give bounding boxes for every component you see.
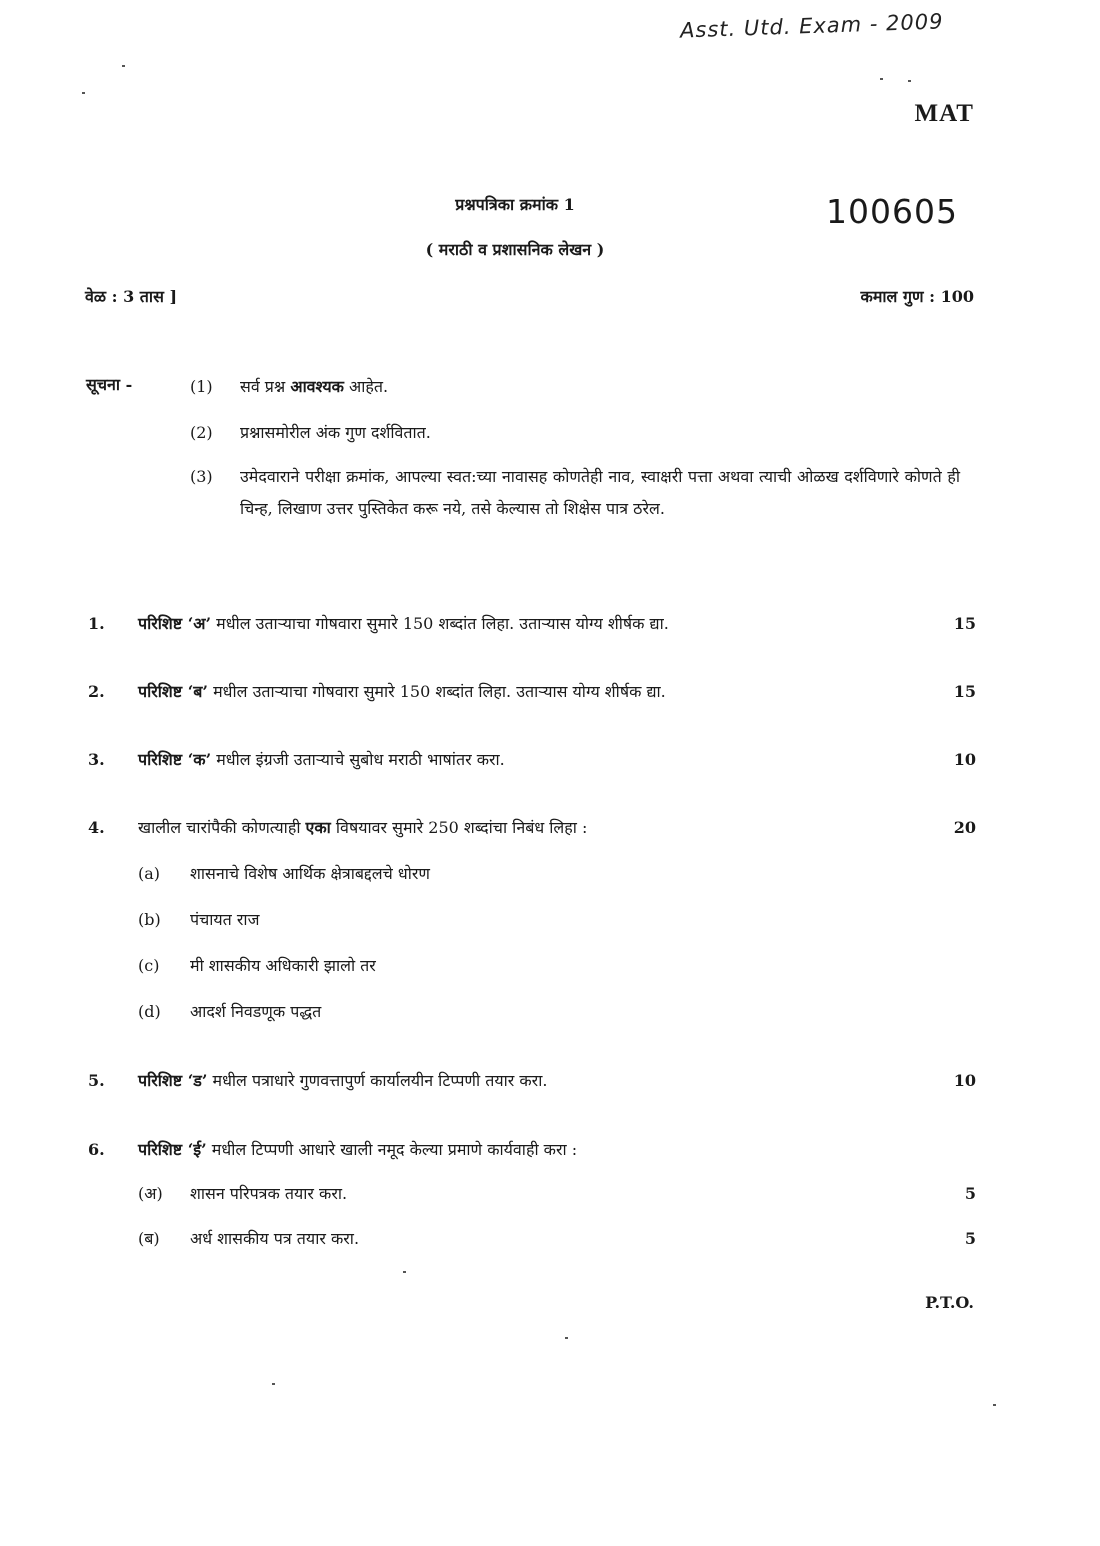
- question-text: खालील चारांपैकी कोणत्याही एका विषयावर सुमारे 250 शब्दांचा निबंध लिहा :: [138, 818, 588, 837]
- q4-option: [138, 862, 976, 884]
- scan-speck: [880, 78, 883, 80]
- scan-speck: [565, 1337, 568, 1339]
- option-text: मी शासकीय अधिकारी झालो तर: [190, 956, 376, 975]
- instruction-text: सर्व प्रश्न आवश्यक आहेत.: [240, 377, 389, 396]
- question-number: 3.: [88, 750, 105, 769]
- instruction-item: [190, 371, 960, 403]
- scan-speck: [82, 92, 85, 94]
- instruction-number: (3): [190, 467, 213, 486]
- question-text: परिशिष्ट ‘ई’ मधील टिप्पणी आधारे खाली नमूद केल्या प्रमाणे कार्यवाही करा :: [138, 1140, 578, 1159]
- q6-part: [138, 1227, 976, 1249]
- q4-option: [138, 954, 976, 976]
- question-text: परिशिष्ट ‘अ’ मधील उताऱ्याचा गोषवारा सुमारे 150 शब्दांत लिहा. उताऱ्यास योग्य शीर्षक द्या.: [138, 614, 669, 633]
- question-number: 5.: [88, 1071, 105, 1090]
- question-1: [88, 612, 976, 634]
- scan-speck: [403, 1271, 406, 1273]
- instruction-text: उमेदवाराने परीक्षा क्रमांक, आपल्या स्वत:च्या नावासह कोणतेही नाव, स्वाक्षरी पत्ता अथवा त्याची ओळख दर्शविणारे कोणते ही चिन्ह, लिखाण उत्तर पुस्तिकेत करू नये, तसे केल्यास तो शिक्षेस पात्र ठरेल.: [240, 467, 960, 518]
- question-marks: 10: [953, 1071, 976, 1090]
- max-marks: कमाल गुण : 100: [860, 287, 974, 306]
- scan-speck: [272, 1383, 275, 1385]
- q4-option: [138, 908, 976, 930]
- option-text: शासनाचे विशेष आर्थिक क्षेत्राबद्दलचे धोरण: [190, 864, 430, 883]
- pto-label: P.T.O.: [925, 1293, 974, 1312]
- question-2: [88, 680, 976, 702]
- scan-speck: [993, 1404, 996, 1406]
- question-3: [88, 748, 976, 770]
- instruction-item: [190, 417, 960, 449]
- question-marks: 10: [953, 750, 976, 769]
- option-label: (a): [138, 864, 161, 883]
- instruction-text: प्रश्नासमोरील अंक गुण दर्शवितात.: [240, 423, 431, 442]
- part-label: (अ): [138, 1184, 163, 1203]
- instructions-label: सूचना -: [86, 375, 133, 394]
- scan-speck: [908, 80, 911, 82]
- instruction-number: (2): [190, 423, 213, 442]
- question-marks: 20: [953, 818, 976, 837]
- option-text: पंचायत राज: [190, 910, 260, 929]
- question-number: 1.: [88, 614, 105, 633]
- part-text: शासन परिपत्रक तयार करा.: [190, 1184, 348, 1203]
- question-marks: 15: [953, 614, 976, 633]
- question-6: [88, 1138, 976, 1160]
- part-text: अर्ध शासकीय पत्र तयार करा.: [190, 1229, 360, 1248]
- question-marks: 15: [953, 682, 976, 701]
- question-4: [88, 816, 976, 838]
- paper-code: MAT: [914, 100, 974, 127]
- question-text: परिशिष्ट ‘क’ मधील इंग्रजी उताऱ्याचे सुबोध मराठी भाषांतर करा.: [138, 750, 505, 769]
- question-number: 6.: [88, 1140, 105, 1159]
- scan-speck: [122, 65, 125, 67]
- q6-part: [138, 1182, 976, 1204]
- handwritten-note: Asst. Utd. Exam - 2009: [679, 9, 944, 43]
- part-label: (ब): [138, 1229, 160, 1248]
- paper-title: प्रश्नपत्रिका क्रमांक 1: [455, 195, 575, 214]
- instruction-number: (1): [190, 377, 213, 396]
- time-allowed: वेळ : 3 तास ]: [85, 287, 178, 306]
- option-label: (c): [138, 956, 160, 975]
- question-text: परिशिष्ट ‘ड’ मधील पत्राधारे गुणवत्तापुर्ण कार्यालयीन टिप्पणी तयार करा.: [138, 1071, 548, 1090]
- paper-number: 100605: [826, 192, 958, 231]
- question-number: 2.: [88, 682, 105, 701]
- option-label: (b): [138, 910, 161, 929]
- q4-option: [138, 1000, 976, 1022]
- part-marks: 5: [964, 1229, 976, 1248]
- option-text: आदर्श निवडणूक पद्धत: [190, 1002, 322, 1021]
- question-number: 4.: [88, 818, 105, 837]
- question-text: परिशिष्ट ‘ब’ मधील उताऱ्याचा गोषवारा सुमारे 150 शब्दांत लिहा. उताऱ्यास योग्य शीर्षक द्या.: [138, 682, 666, 701]
- question-5: [88, 1069, 976, 1091]
- paper-subject: ( मराठी व प्रशासनिक लेखन ): [425, 240, 605, 259]
- part-marks: 5: [964, 1184, 976, 1203]
- option-label: (d): [138, 1002, 161, 1021]
- instruction-item: [190, 461, 960, 525]
